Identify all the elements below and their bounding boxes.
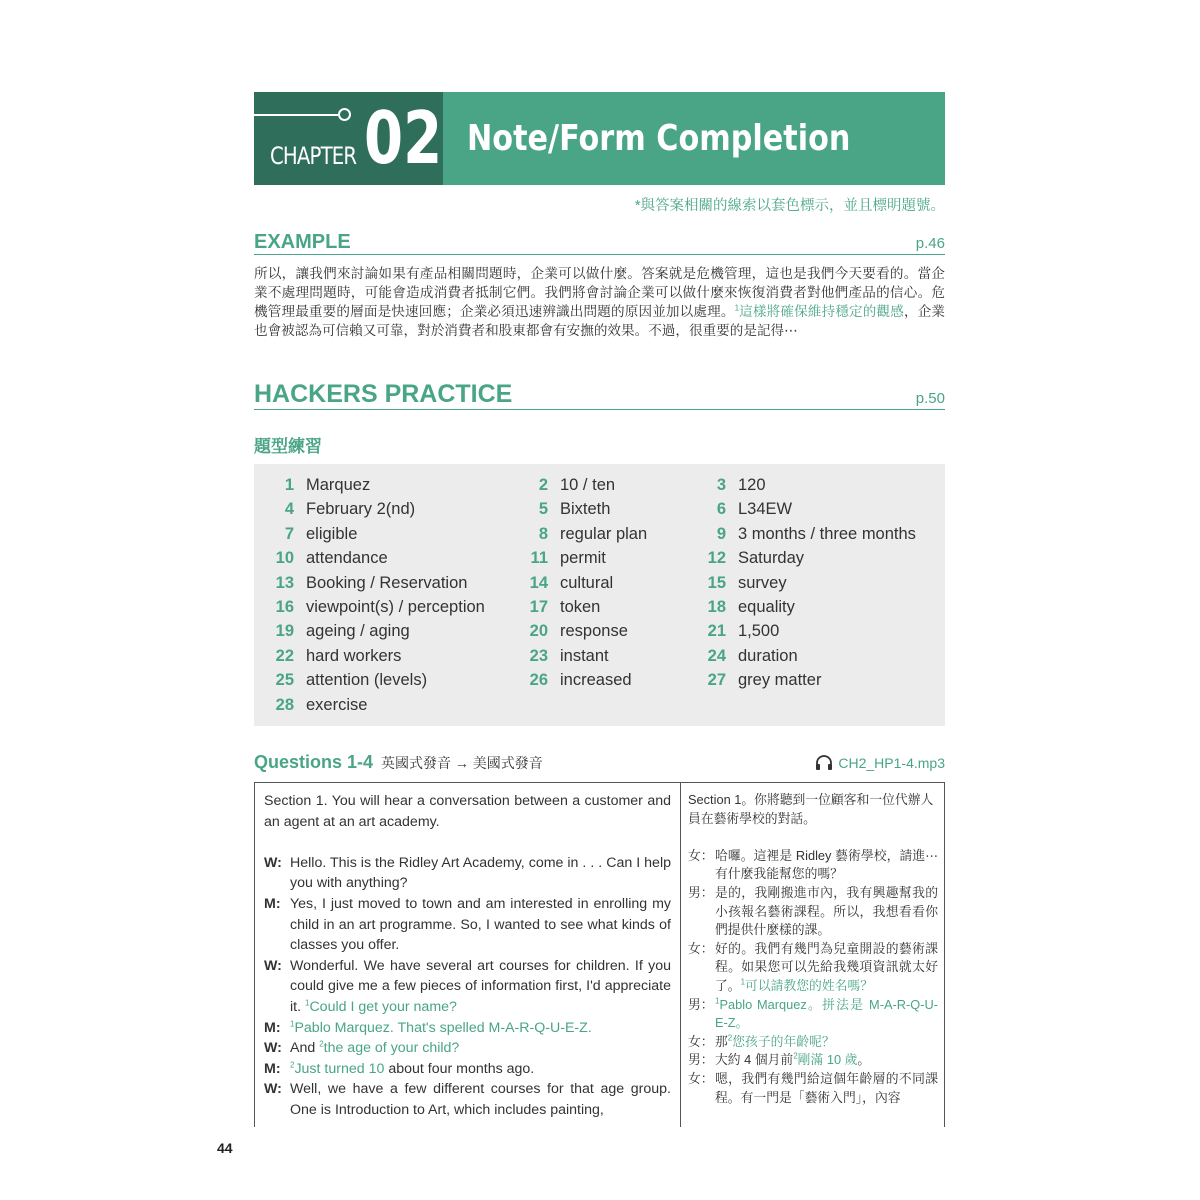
turn-text: And: [290, 1040, 320, 1057]
speaker-label: 男：: [688, 884, 714, 900]
answer-value: 10 / ten: [560, 476, 616, 494]
dialogue-turn: [264, 894, 671, 956]
practice-heading: HACKERS PRACTICE: [254, 380, 513, 408]
answer-number: 22: [275, 646, 294, 665]
practice-page-ref: p.50: [915, 390, 945, 407]
answer-value: increased: [560, 671, 632, 690]
chapter-label: CHAPTER: [270, 142, 357, 170]
dialogue-turn: [264, 1038, 671, 1059]
dialogue-turn: [264, 1079, 671, 1120]
english-transcript: [264, 791, 671, 1121]
clue-number: 2: [319, 1039, 324, 1049]
answer-value: hard workers: [306, 646, 402, 665]
clue-number: 2: [290, 1059, 295, 1069]
answer-number: 23: [529, 646, 548, 665]
dialogue-turn: [264, 1059, 671, 1080]
speaker-label: M:: [264, 1019, 281, 1036]
answer-value: response: [560, 622, 628, 641]
chapter-title-bar: [443, 92, 945, 185]
dialogue-turn: [688, 884, 938, 940]
example-text: 所以，讓我們來討論如果有產品相關問題時，企業可以做什麼。答案就是危機管理，這也是我們今天要看的。當企業不處理問題時，可能會造成消費者抵制它們。我們將會討論企業可以做什麼來恢復消費者對他們產品的信心。危機管理最重要的層面是快速回應；企業必須迅速辨識出問題的原因並加以處理。: [254, 266, 945, 319]
dialogue-turn: [688, 1033, 938, 1052]
example-heading: EXAMPLE: [254, 231, 351, 253]
answer-number: 3: [716, 476, 726, 494]
speaker-label: W:: [264, 957, 282, 974]
turn-text: 嗯，我們有幾門給這個年齡層的不同課程。有一門是「藝術入門」，內容: [715, 1070, 938, 1105]
answer-number: 10: [275, 549, 294, 568]
answer-number: 20: [529, 622, 548, 641]
answer-value: exercise: [306, 695, 368, 714]
answer-number: 4: [284, 500, 294, 519]
headphones-icon: [815, 755, 833, 771]
turn-text: Yes, I just moved to town and am interested in enrolling my child in an art programme. So, I wanted to see what kinds of classes you offer.: [290, 895, 671, 954]
turn-text: Hello. This is the Ridley Art Academy, come in . . . Can I help you with anything?: [290, 854, 671, 892]
dialogue-turn: [264, 853, 671, 894]
clue-number: 1: [290, 1018, 295, 1028]
speaker-label: W:: [264, 1040, 282, 1057]
answer-value: Saturday: [738, 549, 805, 568]
dialogue-turn: [688, 940, 938, 996]
column-divider: [680, 783, 681, 1127]
answer-number: 2: [538, 476, 548, 494]
audio-file-ref: [815, 755, 945, 771]
answer-value: eligible: [306, 524, 358, 543]
clue-text: Just turned 10: [294, 1060, 385, 1077]
turn-text: 是的，我剛搬進市內，我有興趣幫我的小孩報名藝術課程。所以，我想看看你們提供什麼樣的課。: [715, 884, 938, 938]
answer-number: 6: [716, 500, 726, 519]
speaker-label: 男：: [688, 996, 714, 1012]
example-paragraph: [254, 264, 945, 340]
answer-value: permit: [560, 549, 606, 568]
dialogue-turn: [688, 1070, 938, 1107]
clue-text: 剛滿 10 歲: [797, 1052, 858, 1068]
answer-value: viewpoint(s) / perception: [306, 598, 485, 616]
example-clue: 這樣將確保維持穩定的觀感: [739, 304, 904, 319]
answer-number: 5: [538, 500, 548, 519]
chinese-transcript: [688, 791, 938, 1107]
turn-text: 那: [715, 1033, 728, 1049]
answer-number: 16: [275, 598, 294, 616]
speaker-label: M:: [264, 895, 281, 912]
dialogue-turn: [688, 1051, 938, 1070]
answer-number: 24: [707, 646, 726, 665]
speaker-label: 男：: [688, 1052, 714, 1068]
questions-title: Questions 1-4: [254, 752, 374, 772]
answer-value: Bixteth: [560, 500, 611, 519]
clue-number: 2: [793, 1052, 798, 1062]
answer-value: regular plan: [560, 524, 648, 543]
dialogue-turn: [264, 956, 671, 1018]
speaker-label: 女：: [688, 1070, 714, 1086]
chapter-header: [254, 92, 945, 185]
clue-number: 1: [304, 998, 310, 1008]
answer-key: [254, 464, 945, 726]
answer-number: 21: [707, 622, 726, 641]
answer-number: 27: [707, 671, 726, 690]
answer-value: ageing / aging: [306, 622, 410, 641]
practice-subheading: 題型練習: [254, 437, 322, 456]
chapter-badge: [254, 92, 443, 185]
chapter-title: Note/Form Completion: [467, 118, 851, 159]
practice-heading-row: [254, 376, 945, 410]
example-page-ref: p.46: [915, 235, 945, 252]
clue-text: 可以請教您的姓名嗎？: [745, 977, 874, 993]
page-number: 44: [217, 1140, 233, 1156]
example-heading-row: [254, 228, 945, 255]
answer-number: 18: [707, 598, 726, 616]
clue-note: *與答案相關的線索以套色標示，並且標明題號。: [634, 198, 945, 214]
chinese-intro: Section 1。你將聽到一位顧客和一位代辦人員在藝術學校的對話。: [688, 792, 934, 826]
decorative-circle-icon: [338, 108, 351, 121]
dialogue-turn: [688, 996, 938, 1033]
audio-file-name: CH2_HP1-4.mp3: [838, 755, 945, 771]
clue-number: 2: [727, 1033, 733, 1043]
answer-value: L34EW: [738, 500, 793, 519]
clue-text: the age of your child?: [323, 1040, 460, 1057]
speaker-label: 女：: [688, 1033, 714, 1049]
turn-text: 哈囉。這裡是 Ridley 藝術學校，請進⋯有什麼我能幫您的嗎？: [715, 847, 938, 882]
answer-value: 3 months / three months: [738, 524, 916, 543]
answer-value: Marquez: [306, 476, 371, 494]
answer-number: 14: [529, 573, 548, 592]
answer-value: duration: [738, 646, 798, 665]
answer-number: 11: [530, 549, 548, 568]
chapter-number: 02: [364, 96, 443, 180]
clue-text: 您孩子的年齡呢？: [732, 1033, 835, 1049]
turn-text: 。: [857, 1052, 871, 1068]
answer-number: 12: [707, 549, 726, 568]
answer-value: survey: [738, 573, 787, 592]
transcript-box: [254, 782, 945, 1127]
answer-value: attendance: [306, 549, 388, 568]
answer-number: 9: [716, 524, 726, 543]
speaker-label: M:: [264, 1060, 281, 1077]
answer-value: token: [560, 598, 601, 616]
english-intro: Section 1. You will hear a conversation between a customer and an agent at an art academy.: [264, 793, 671, 830]
answer-value: grey matter: [738, 671, 822, 690]
answer-value: Booking / Reservation: [306, 573, 468, 592]
answer-number: 7: [284, 524, 294, 543]
answer-number: 17: [529, 598, 548, 616]
answer-value: February 2(nd): [306, 500, 416, 519]
turn-text: Wonderful. We have several art courses for children. If you could give me a few pieces of information first, I'd appreciate it.: [290, 957, 671, 1015]
answer-number: 25: [275, 671, 294, 690]
answer-value: 120: [738, 476, 766, 494]
answer-number: 1: [284, 476, 294, 494]
speaker-label: W:: [264, 1081, 282, 1098]
speaker-label: W:: [264, 854, 282, 871]
questions-heading-row: [254, 752, 945, 773]
clue-text: Could I get your name?: [309, 998, 457, 1015]
answer-number: 8: [538, 524, 548, 543]
answer-number: 26: [529, 671, 548, 690]
answer-number: 28: [275, 695, 294, 714]
clue-number: 1: [734, 303, 740, 313]
clue-number: 1: [715, 996, 720, 1006]
accent-note: 英國式發音 → 美國式發音: [381, 755, 543, 771]
decorative-line: [254, 114, 338, 116]
dialogue-turn: [688, 847, 938, 884]
turn-text: 大約 4 個月前: [715, 1052, 794, 1068]
answer-value: 1,500: [738, 622, 780, 641]
clue-text: Pablo Marquez。拼法是 M-A-R-Q-U-E-Z。: [715, 996, 938, 1031]
turn-text: Well, we have a few different courses for that age group. One is Introduction to Art, which includes painting,: [290, 1081, 671, 1118]
answer-value: instant: [560, 646, 609, 665]
answer-number: 13: [275, 573, 294, 592]
answer-value: equality: [738, 598, 795, 616]
clue-text: Pablo Marquez. That's spelled M-A-R-Q-U-E-Z.: [294, 1019, 592, 1036]
turn-text: 好的。我們有幾門為兒童開設的藝術課程。如果您可以先給我幾項資訊就太好了。: [715, 940, 938, 993]
speaker-label: 女：: [688, 940, 714, 956]
dialogue-turn: [264, 1018, 671, 1039]
answer-number: 15: [707, 573, 726, 592]
answer-value: cultural: [560, 573, 614, 592]
clue-number: 1: [740, 977, 746, 987]
answer-number: 19: [275, 622, 294, 641]
turn-text: about four months ago.: [384, 1060, 535, 1077]
speaker-label: 女：: [688, 847, 714, 863]
example-text-after: ，企業也會被認為可信賴又可靠，對於消費者和股東都會有安撫的效果。不過，很重要的是記得⋯: [254, 304, 946, 338]
answer-value: attention (levels): [306, 671, 428, 690]
